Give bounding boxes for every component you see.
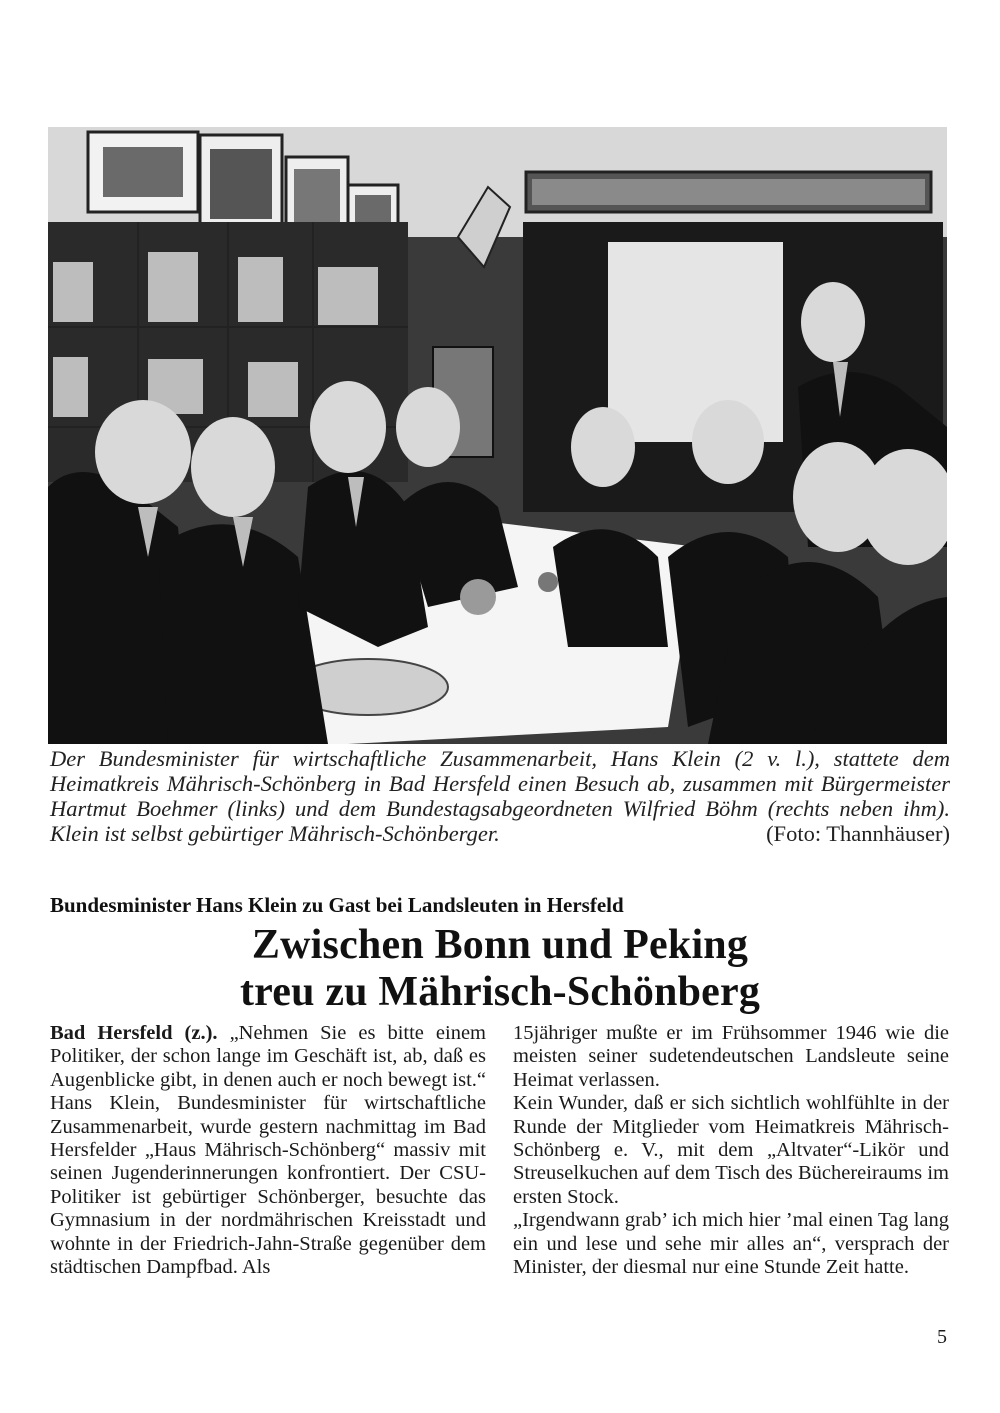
article-kicker: Bundesminister Hans Klein zu Gast bei Landsleuten in Hersfeld — [50, 893, 624, 917]
right-paragraph-3: „Irgendwann grab’ ich mich hier ’mal einen Tag lang ein und lese und sehe mir alles an“, versprach der Minister, der diesmal nur eine Stunde Zeit hatte. — [513, 1209, 949, 1279]
article-headline — [0, 922, 1000, 1016]
right-paragraph-2: Kein Wunder, daß er sich sichtlich wohlfühlte in der Runde der Mitglieder vom Heimatkreis Mährisch-Schönberg e. V., mit dem „Altvater“-Likör und Streuselkuchen auf dem Tisch des Büchereiraums im ersten Stock. — [513, 1092, 949, 1208]
article-column-right — [513, 1022, 949, 1279]
press-photo — [48, 127, 947, 744]
caption-text: Der Bundesminister für wirtschaftliche Zusammenarbeit, Hans Klein (2 v. l.), stattete dem Heimatkreis Mährisch-Schönberg in Bad Hersfeld einen Besuch ab, zusammen mit Bürgermeister Hartmut Boehmer (links) und dem Bundestagsabgeordneten Wilfried Böhm (rechts neben ihm). Klein ist selbst gebürtiger Mährisch-Schönberger. — [50, 746, 950, 846]
press-photo-icon — [48, 127, 947, 744]
photo-credit: (Foto: Thannhäuser) — [766, 821, 950, 846]
headline-line-2: treu zu Mährisch-Schönberg — [239, 969, 761, 1015]
article-column-left — [50, 1022, 486, 1279]
page-number: 5 — [937, 1326, 947, 1348]
photo-caption — [50, 746, 950, 846]
headline-line-1: Zwischen Bonn und Peking — [251, 922, 749, 968]
dateline: Bad Hersfeld (z.). — [50, 1022, 218, 1044]
right-paragraph-1: 15jähriger mußte er im Frühsommer 1946 wie die meisten seiner sudetendeutschen Landsleute seine Heimat verlassen. — [513, 1022, 949, 1091]
left-body-text: „Nehmen Sie es bitte einem Politiker, der schon lange im Geschäft ist, ab, daß es Augenblicke gibt, in denen auch er noch bewegt ist.“ Hans Klein, Bundesminister für wirtschaftliche Zusammenarbeit, wurde gestern nachmittag im Bad Hersfelder „Haus Mährisch-Schönberg“ massiv mit seinen Jugenderinnerungen konfrontiert. Der CSU-Politiker ist gebürtiger Schönberger, besuchte das Gymnasium in der nordmährischen Kreisstadt und wohnte in der Friedrich-Jahn-Straße gegenüber dem städtischen Dampfbad. Als — [50, 1022, 487, 1279]
